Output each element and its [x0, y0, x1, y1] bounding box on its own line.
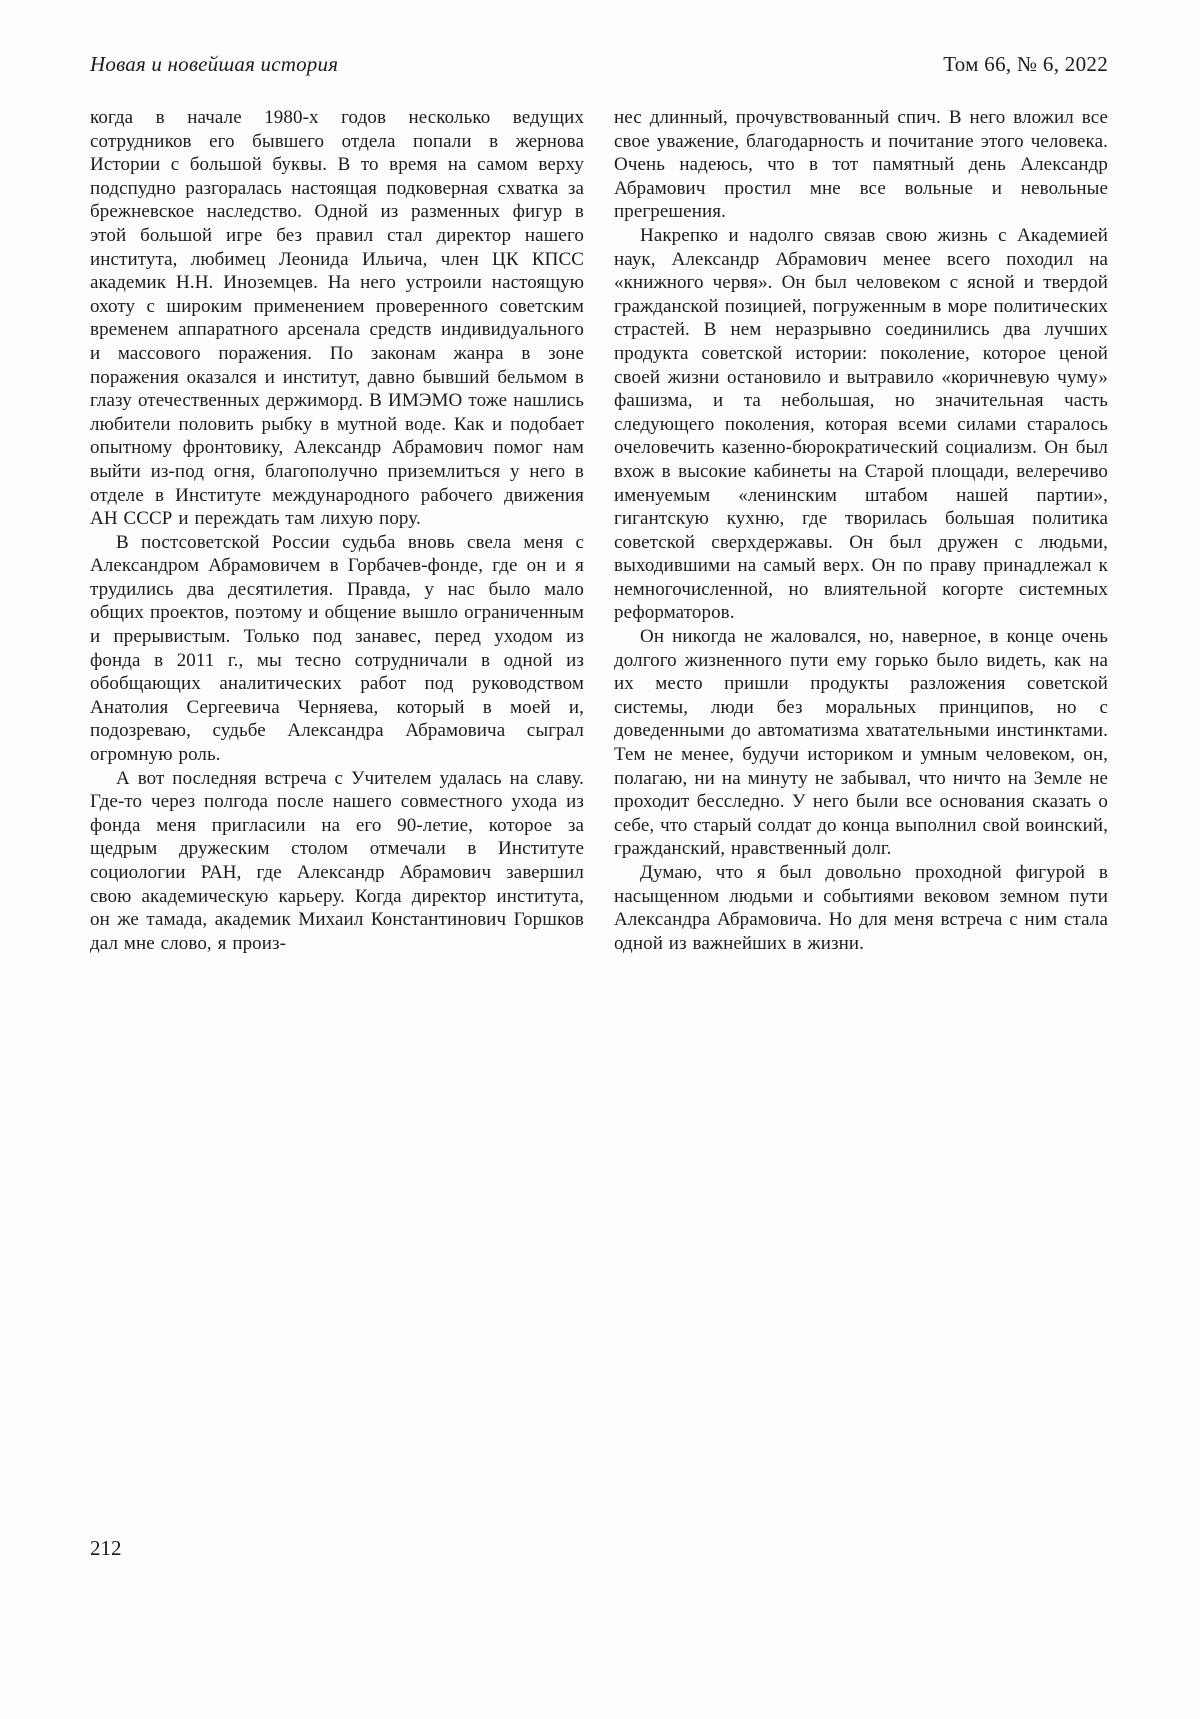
column-right	[614, 106, 1108, 955]
issue-info: Том 66, № 6, 2022	[943, 52, 1108, 76]
paragraph: Думаю, что я был довольно проходной фигурой в насыщенном людьми и событиями вековом земном пути Александра Абрамовича. Но для меня встреча с ним стала одной из важнейших в жизни.	[614, 862, 1108, 954]
paragraph: В постсоветской России судьба вновь свела меня с Александром Абрамовичем в Горбачев-фонде, где он и я трудились два десятилетия. Правда, у нас было мало общих проектов, поэтому и общение вышло ограниченным и прерывистым. Только под занавес, перед уходом из фонда в 2011 г., мы тесно сотрудничали в одной из обобщающих аналитических работ под руководством Анатолия Сергеевича Черняева, который в моей и, подозреваю, судьбе Александра Абрамовича сыграл огромную роль.	[90, 531, 584, 766]
paragraph: А вот последняя встреча с Учителем удалась на славу. Где-то через полгода после нашего совместного ухода из фонда меня пригласили на его 90-летие, которое за щедрым дружеским столом отмечали в Институте социологии РАН, где Александр Абрамович завершил свою академическую карьеру. Когда директор института, он же тамада, академик Михаил Константинович Горшков дал мне слово, я произ-	[90, 767, 584, 954]
paragraph: Он никогда не жаловался, но, наверное, в конце очень долгого жизненного пути ему горько было видеть, как на их место пришли продукты разложения советской системы, люди без моральных принципов, но с доведенными до автоматизма хватательными инстинктами. Тем не менее, будучи историком и умным человеком, он, полагаю, ни на минуту не забывал, что ничто на Земле не проходит бесследно. У него были все основания сказать о себе, что старый солдат до конца выполнил свой воинский, гражданский, нравственный долг.	[614, 626, 1108, 860]
paragraph: когда в начале 1980-х годов несколько ведущих сотрудников его бывшего отдела попали в жернова Истории с большой буквы. В то время на самом верху подспудно разгоралась настоящая подковерная схватка за брежневское наследство. Одной из разменных фигур в этой большой игре без правил стал директор нашего института, любимец Леонида Ильича, член ЦК КПСС академик Н.Н. Иноземцев. На него устроили настоящую охоту с широким применением проверенного советским временем аппаратного арсенала средств индивидуального и массового поражения. По законам жанра в зоне поражения оказался и институт, давно бывший бельмом в глазу отечественных держиморд. В ИМЭМО тоже нашлись любители половить рыбку в мутной воде. Как и подобает опытному фронтовику, Александр Абрамович помог нам выйти из-под огня, благополучно приземлиться у него в отделе в Институте международного рабочего движения АН СССР и переждать там лихую пору.	[90, 107, 584, 530]
column-left	[90, 106, 584, 955]
paragraph: нес длинный, прочувствованный спич. В него вложил все свое уважение, благодарность и почитание этого человека. Очень надеюсь, что в тот памятный день Александр Абрамович простил мне все вольные и невольные прегрешения.	[614, 107, 1108, 223]
page-number: 212	[90, 1536, 122, 1560]
journal-title: Новая и новейшая история	[90, 52, 339, 76]
paragraph: Накрепко и надолго связав свою жизнь с Академией наук, Александр Абрамович менее всего походил на «книжного червя». Он был человеком с ясной и твердой гражданской позицией, погруженным в море политических страстей. В нем неразрывно соединились два лучших продукта советской истории: поколение, которое ценой своей жизни остановило и вытравило «коричневую чуму» фашизма, и та небольшая, но значительная часть следующего поколения, которая всеми силами старалось очеловечить казенно-бюрократический социализм. Он был вхож в высокие кабинеты на Старой площади, велеречиво именуемым «ленинским штабом нашей партии», гигантскую кухню, где творилась большая политика советской сверхдержавы. Он был дружен с людьми, выходившими на самый верх. Он по праву принадлежал к немногочисленной, но влиятельной когорте системных реформаторов.	[614, 224, 1108, 624]
article-body	[90, 106, 1108, 955]
page-header	[90, 52, 1108, 77]
